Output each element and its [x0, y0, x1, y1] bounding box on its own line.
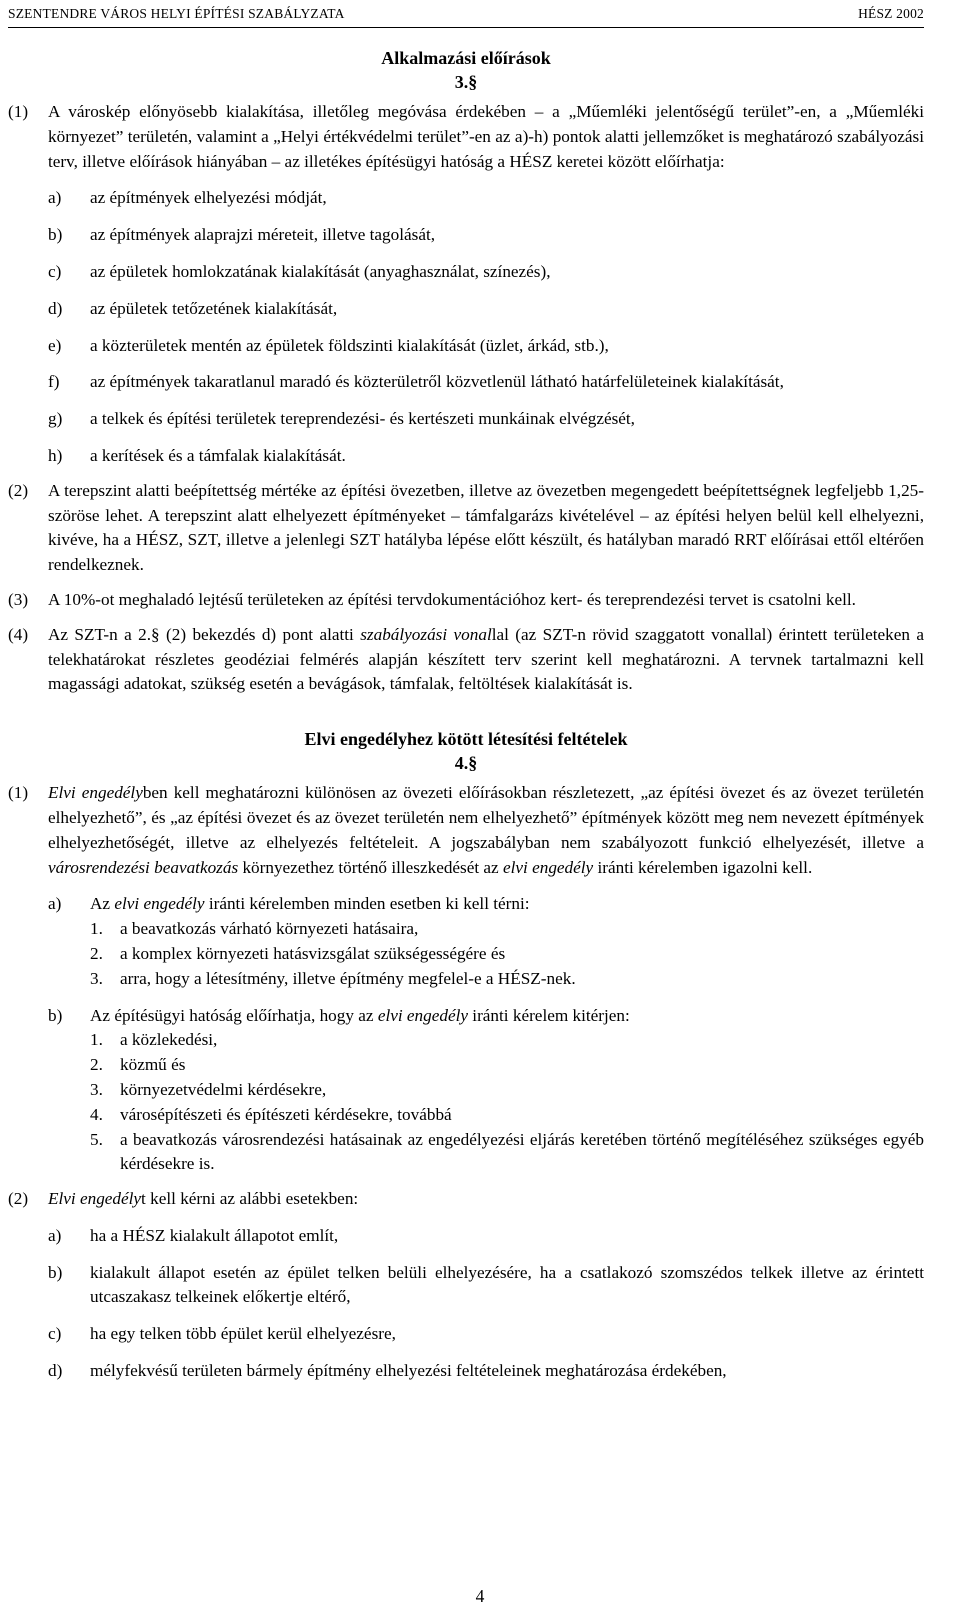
- sub-item: [8, 1078, 924, 1103]
- item-text: ha egy telken több épület kerül elhelyezésre,: [90, 1324, 396, 1344]
- item-text: Az: [90, 894, 115, 914]
- list-item: [8, 1004, 924, 1029]
- sub-item-text: arra, hogy a létesítmény, illetve építmény megfelel-e a HÉSZ-nek.: [120, 968, 576, 988]
- paragraph-text: iránti kérelemben igazolni kell.: [593, 857, 813, 877]
- item-text: az építmények alaprajzi méreteit, illetve tagolását,: [90, 225, 436, 245]
- sub-item-text: a komplex környezeti hatásvizsgálat szükségességére és: [120, 943, 506, 963]
- item-label: g): [48, 409, 63, 429]
- section-3-title: Alkalmazási előírások: [381, 48, 551, 68]
- paragraph-number: (2): [8, 480, 29, 500]
- paragraph-number: (1): [8, 783, 29, 803]
- sub-item-text: a beavatkozás várható környezeti hatásaira,: [120, 919, 419, 939]
- paragraph-text: lal (az SZT-n rövid szaggatott vonallal) érintett területeken a telekhatárokat részletes geodéziai felmérés alapján készített terv szerint kell meghatározni. A tervnek tartalmazni kell magassági adatokat, szükség esetén a bevágások, támfalak, feltöltések kialakítását is.: [48, 624, 924, 694]
- paragraph-text: A 10%-ot meghaladó lejtésű területeken az építési tervdokumentációhoz kert- és tereprendezési tervet is csatolni kell.: [48, 589, 856, 609]
- item-label: b): [48, 225, 63, 245]
- paragraph-text: Az SZT-n a 2.§ (2) bekezdés d) pont alatti: [48, 624, 361, 644]
- item-label: a): [48, 188, 62, 208]
- item-label: c): [48, 1324, 62, 1344]
- paragraph-text: A terepszint alatti beépítettség mértéke az építési övezetben, illetve az övezetben megengedett beépítettségnek legfeljebb 1,25-szöröse lehet. A terepszint alatt elhelyezett építményeket – támfalgarázs kivételével – az építési helyen belül kell elhelyezni, kivéve, ha a HÉSZ, SZT, illetve a jelenlegi SZT hatályba lépése előtt készült, és hatályban maradó RRT előírásai ettől eltérően rendelkeznek.: [48, 480, 924, 575]
- item-label: f): [48, 372, 60, 392]
- page-header: [8, 6, 924, 26]
- item-label: c): [48, 261, 62, 281]
- sub-item: [8, 917, 924, 942]
- italic-term: elvi engedély: [114, 894, 205, 914]
- list-item: [8, 186, 924, 211]
- italic-term: városrendezési beavatkozás: [48, 857, 239, 877]
- section-4-paragraph-2: [8, 1187, 924, 1212]
- sub-item-number: 2.: [90, 1055, 103, 1075]
- section-3-paragraph-2: [8, 479, 924, 578]
- item-text: a közterületek mentén az épületek földszinti kialakítását (üzlet, árkád, stb.),: [90, 335, 609, 355]
- list-item: [8, 370, 924, 395]
- paragraph-text: A városkép előnyösebb kialakítása, illetőleg megóvása érdekében – a „Műemléki jelentőségű terület”-en, a „Műemléki környezet” területén, valamint a „Helyi értékvédelmi terület”-en az a)-h) pontok alatti jellemzőket is meghatározó szabályozási terv, illetve előírások hiányában – az illetékes építésügyi hatóság a HÉSZ keretei között előírhatja:: [48, 102, 924, 171]
- paragraph-number: (3): [8, 589, 29, 609]
- page-number: 4: [475, 1586, 485, 1606]
- header-document-title: SZENTENDRE VÁROS HELYI ÉPÍTÉSI SZABÁLYZATA: [8, 6, 345, 21]
- italic-term: Elvi engedély: [48, 1189, 142, 1209]
- item-label: e): [48, 335, 62, 355]
- sub-item: [8, 1028, 924, 1053]
- item-label: b): [48, 1005, 63, 1025]
- item-text: az építmények elhelyezési módját,: [90, 188, 327, 208]
- paragraph-number: (1): [8, 102, 29, 121]
- item-text: iránti kérelem kitérjen:: [468, 1005, 630, 1025]
- list-item: [8, 892, 924, 917]
- section-3-number: 3.§: [454, 72, 478, 92]
- sub-item-text: városépítészeti és építészeti kérdésekre, továbbá: [120, 1104, 452, 1124]
- item-text: Az építésügyi hatóság előírhatja, hogy az: [90, 1005, 378, 1025]
- list-item: [8, 407, 924, 432]
- sub-item: [8, 1053, 924, 1078]
- italic-term: elvi engedély: [377, 1005, 468, 1025]
- sub-item-number: 5.: [90, 1129, 103, 1149]
- sub-item-number: 1.: [90, 919, 103, 939]
- paragraph-number: (2): [8, 1189, 29, 1209]
- sub-item-text: közmű és: [120, 1055, 186, 1075]
- sub-item: [8, 942, 924, 967]
- header-document-code: HÉSZ 2002: [858, 6, 924, 21]
- sub-item: [8, 1128, 924, 1178]
- item-label: d): [48, 1361, 63, 1381]
- item-text: ha a HÉSZ kialakult állapotot említ,: [90, 1225, 339, 1245]
- list-item: [8, 1322, 924, 1347]
- item-label: h): [48, 445, 63, 465]
- item-label: d): [48, 298, 63, 318]
- item-text: az épületek homlokzatának kialakítását (anyaghasználat, színezés),: [90, 261, 551, 281]
- sub-item: [8, 967, 924, 992]
- italic-term: szabályozási vonal: [360, 624, 492, 644]
- sub-item-number: 3.: [90, 1079, 103, 1099]
- paragraph-text: t kell kérni az alábbi esetekben:: [141, 1189, 359, 1209]
- section-4-title: Elvi engedélyhez kötött létesítési feltételek: [304, 729, 628, 750]
- item-text: kialakult állapot esetén az épület telken belüli elhelyezésére, ha a csatlakozó szomszédos telkek illetve az érintett utcaszakasz telkeinek előkertje eltérő,: [90, 1262, 924, 1307]
- item-label: b): [48, 1262, 63, 1282]
- list-item: [8, 223, 924, 248]
- section-3-paragraph-1: [8, 100, 924, 174]
- sub-item-text: a közlekedési,: [120, 1030, 218, 1050]
- section-4-paragraph-1: [8, 781, 924, 880]
- list-item: [8, 260, 924, 285]
- sub-item: [8, 1103, 924, 1128]
- item-text: az épületek tetőzetének kialakítását,: [90, 298, 338, 318]
- section-3-paragraph-4: [8, 623, 924, 697]
- header-rule: [8, 27, 924, 28]
- sub-item-number: 3.: [90, 968, 103, 988]
- paragraph-text: ben kell meghatározni különösen az övezeti előírásokban részletezett, „az építési övezet és az övezet területén elhelyezhető”, és „az építési övezet és az övezet területén nem elhelyezhető” építmények között meg nem nevezett építmények elhelyezhetőségét, illetve az elhelyezés feltételeit. A jogszabályban nem szabályozott funkció elhelyezését, illetve a: [48, 783, 925, 852]
- section-4-number: 4.§: [454, 753, 478, 774]
- list-item: [8, 1261, 924, 1311]
- list-item: [8, 1359, 924, 1384]
- item-text: a kerítések és a támfalak kialakítását.: [90, 445, 346, 465]
- sub-item-number: 1.: [90, 1030, 103, 1050]
- paragraph-text: környezethez történő illeszkedését az: [238, 857, 503, 877]
- list-item: [8, 297, 924, 322]
- sub-item-number: 2.: [90, 943, 103, 963]
- list-item: [8, 1224, 924, 1249]
- italic-term: Elvi engedély: [48, 783, 143, 803]
- list-item: [8, 334, 924, 359]
- document-body: [8, 46, 924, 1384]
- item-text: a telkek és építési területek tereprendezési- és kertészeti munkáinak elvégzését,: [90, 409, 635, 429]
- section-3-paragraph-3: [8, 588, 924, 613]
- item-label: a): [48, 1225, 62, 1245]
- italic-term: elvi engedély: [503, 857, 594, 877]
- item-text: mélyfekvésű területen bármely építmény elhelyezési feltételeinek meghatározása érdekében,: [90, 1361, 727, 1381]
- item-text: iránti kérelemben minden esetben ki kell térni:: [204, 894, 530, 914]
- sub-item-text: környezetvédelmi kérdésekre,: [120, 1079, 327, 1099]
- sub-item-number: 4.: [90, 1104, 103, 1124]
- item-label: a): [48, 894, 62, 914]
- paragraph-number: (4): [8, 624, 29, 644]
- sub-item-text: a beavatkozás városrendezési hatásainak az engedélyezési eljárás keretében történő megítéléséhez szükséges egyéb kérdésekre is.: [120, 1129, 924, 1174]
- list-item: [8, 444, 924, 469]
- item-text: az építmények takaratlanul maradó és közterületről közvetlenül látható határfelületeinek kialakítását,: [90, 372, 784, 392]
